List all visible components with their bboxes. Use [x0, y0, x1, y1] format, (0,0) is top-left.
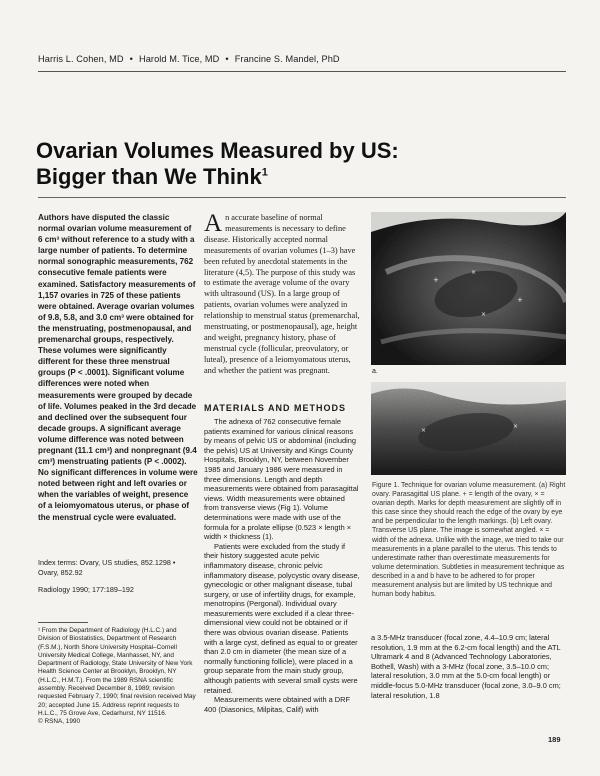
abstract: [38, 212, 198, 523]
author-1: Harris L. Cohen, MD: [38, 54, 124, 64]
svg-text:×: ×: [471, 269, 477, 276]
abstract-text: Authors have disputed the classic normal ovarian volume measurement of 6 cm³ without reference to a study with a large number of patients. To determine normal sonographic measurements, 762 consecutive female patients were examined. Satisfactory measurements of 1,157 ovaries in 725 of these patients were obtained. Average ovarian volumes of 9.8, 5.8, and 3.0 cm³ were obtained for the menstruating, postmenopausal, and premenarchal groups, respectively. These volumes were significantly different for these three menstrual groups (P < .0001). Significant volume differences were noted when measurements were grouped by decade of life. Volumes peaked in the 3rd decade and declined over the subsequent four decade groups. A significant average volume difference was noted between pregnant (11.1 cm³) and nonpregnant (9.4 cm³) menstruating patients (P < .0002). No significant differences in volume were noted between right and left ovaries or when the variables of weight, presence of a leiomyomatous uterus, or phase of the menstrual cycle were evaluated.: [38, 213, 198, 522]
figure-caption: Figure 1. Technique for ovarian volume measurement. (a) Right ovary. Parasagittal US plane. + = length of the ovary, × = ovarian depth. Marks for depth measurement are slightly off in this case since they should reach the edge of the ovary by eye and be perpendicular to the length markings. (b) Left ovary. Transverse US plane. The image is somewhat angled. × = width of the adnexa. Unlike with the image, we tried to take our measurements in a plane parallel to the uterus. This tends to underestimate rather than overestimate measurements for volume determination. Subtleties in measurement technique as described in a and b have to be adhered to for proper measurement analysis but are limited by US technique and human body habitus.: [372, 482, 566, 599]
author-2: Harold M. Tice, MD: [138, 54, 220, 64]
introduction: [204, 210, 360, 377]
author-separator: •: [225, 54, 229, 64]
section-heading: MATERIALS AND METHODS: [204, 403, 346, 413]
svg-text:+: +: [433, 276, 439, 284]
svg-text:+: +: [517, 296, 523, 304]
intro-text: n accurate baseline of normal measurements is necessary to define disease. Historically accepted normal measurements of ovarian volumes (1–3) have been refuted by anecdotal statements in the literature (4,5). The purpose of this study was to estimate the average volume of the ovary with ultrasound (US). In a large group of patients, ovarian volumes were analyzed in relationship to menstrual status (premenarchal, menstruating, or postmenopausal), age, height and weight, pregnancy history, phase of menstrual cycle (follicular, preovulatory, or luteal), presence of a leiomyomatous uterus, and whether the patient was pregnant.: [204, 213, 360, 375]
author-3: Francine S. Mandel, PhD: [234, 54, 340, 64]
svg-text:×: ×: [481, 311, 487, 318]
title-rule: [38, 197, 566, 198]
citation: Radiology 1990; 177:189–192: [38, 585, 134, 594]
footnote: [38, 627, 198, 727]
title-line-1: Ovarian Volumes Measured by US:: [36, 138, 399, 163]
ultrasound-image-a: [371, 212, 566, 365]
svg-text:×: ×: [513, 423, 519, 430]
author-separator: •: [129, 54, 133, 64]
title-line-2: Bigger than We Think: [36, 164, 262, 189]
header-rule: [38, 71, 566, 72]
svg-text:×: ×: [421, 427, 427, 434]
panel-label-b: b.: [372, 470, 378, 477]
drop-cap: A: [204, 210, 223, 237]
panel-label-a: a.: [372, 368, 378, 375]
author-line: [38, 54, 458, 64]
page-number: 189: [548, 735, 561, 744]
footnote-text: ¹ From the Department of Radiology (H.L.C.) and Division of Biostatistics, Department of Research (F.S.M.), North Shore University Hospital–Cornell University Medical College, Manhasset, NY, and Department of Radiology, State University of New York Health Science Center at Brooklyn, Brooklyn, NY (H.L.C., H.M.T.). From the 1989 RSNA scientific assembly. Received December 8, 1989; revision requested February 7, 1990; final revision received May 20; accepted June 15. Address reprint requests to H.L.C., 75 Grove Ave, Cedarhurst, NY 11516.: [38, 627, 196, 717]
index-terms: Index terms: Ovary, US studies, 852.1298 • Ovary, 852.92: [38, 558, 176, 577]
copyright: © RSNA, 1990: [38, 718, 81, 726]
footnote-rule: [38, 622, 88, 623]
methods-continuation: a 3.5-MHz transducer (focal zone, 4.4–10.9 cm; lateral resolution, 1.9 mm at the 6.2-cm focal length) and the ATL Ultramark 4 and 8 (Advanced Technology Laboratories, Bothell, Wash) with a 3-MHz (focal zone, 3.5–10.0 cm; lateral resolution, 3.0 mm at the 5.0-cm focal length) or middle-focus 5.0-MHz transducer (focal zone, 3.0–9.0 cm; lateral resolution, 1.8: [371, 633, 561, 700]
article-title: [36, 138, 556, 190]
methods-paragraph: Patients were excluded from the study if their history suggested acute pelvic inflammatory disease, chronic pelvic inflammatory disease, polycystic ovary disease, gynecologic or other malignant disease, tubal surgery, or use of infertility drugs, for example, menotropins (Pergonal). Individual ovary measurements were excluded if a clear three-dimensional view could not be obtained or if there was obvious ovarian disease. Patients with a large cyst, defined as equal to or greater than 2.0 cm in diameter (the mean size of a normally functioning follicle), were placed in a group separate from the main study group, although patients with several small cysts were retained.: [204, 541, 360, 695]
methods-paragraph: The adnexa of 762 consecutive female patients examined for various clinical reasons by means of pelvic US or abdominal (including the pelvis) US at University and Kings County Hospitals, Brooklyn, NY, between November 1985 and January 1986 were measured in three dimensions. Length and depth measurements were obtained from parasagittal views. Width measurements were obtained from transverse views (Fig 1). Volume determinations were made with use of the formula for a prolate ellipse (0.523 × length × width × thickness (1).: [204, 417, 359, 542]
title-footnote-mark: 1: [261, 166, 268, 179]
methods-section: [204, 417, 360, 714]
methods-paragraph: Measurements were obtained with a DRF 400 (Diasonics, Milpitas, Calif) with: [204, 695, 350, 714]
ultrasound-image-b: [371, 382, 566, 475]
